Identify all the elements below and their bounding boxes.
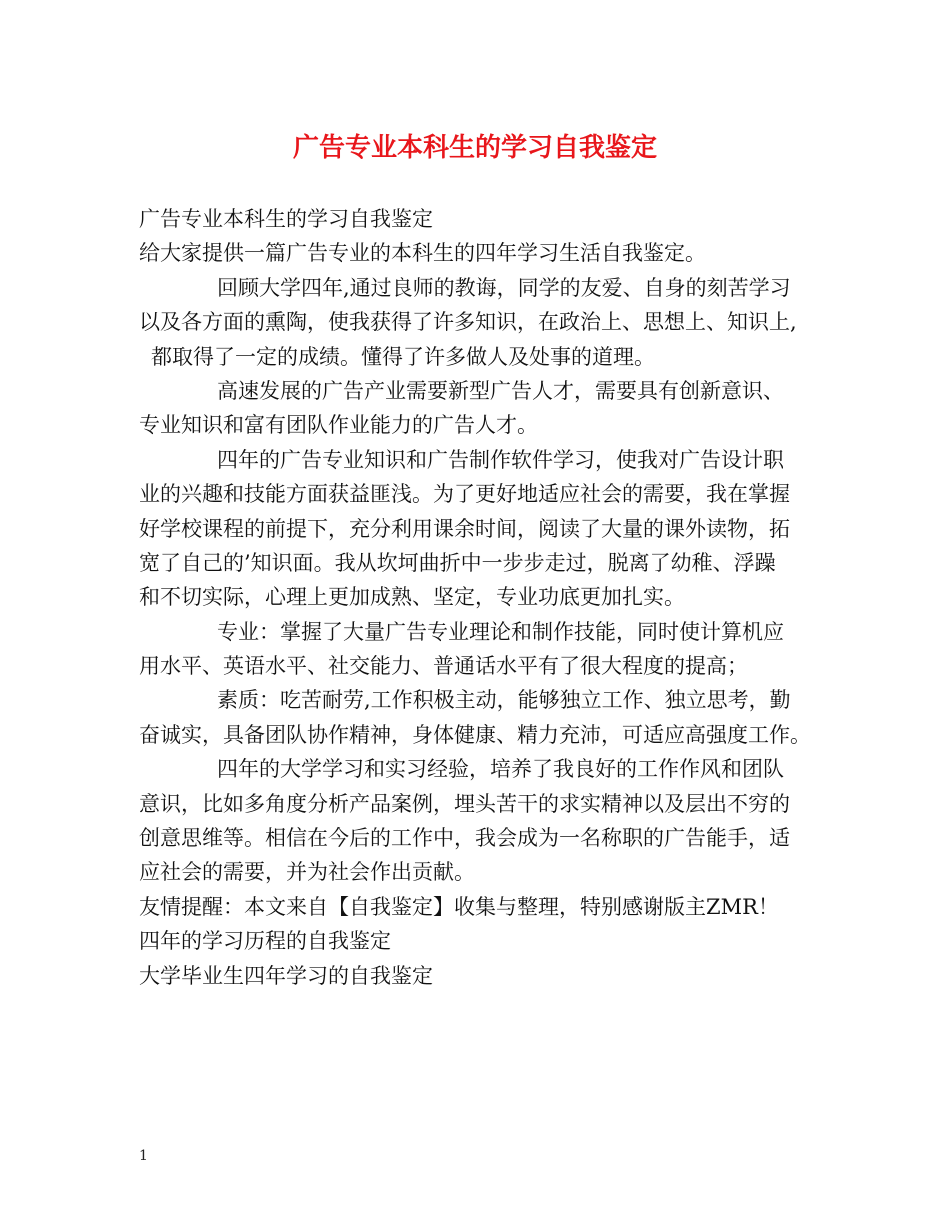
text-line: 奋诚实，具备团队协作精神，身体健康、精力充沛，可适应高强度工作。	[139, 722, 811, 747]
text-line: 广告专业本科生的学习自我鉴定	[139, 207, 433, 231]
page-number: 1	[139, 1148, 148, 1164]
paragraph-start: 素质：吃苦耐劳,工作积极主动，能够独立工作、独立思考，勤	[217, 688, 791, 713]
text-line: 用水平、英语水平、社交能力、普通话水平有了很大程度的提高；	[139, 654, 748, 679]
related-link-text: 四年的学习历程的自我鉴定	[139, 929, 391, 954]
related-link-text: 大学毕业生四年学习的自我鉴定	[139, 963, 433, 988]
text-line: 业的兴趣和技能方面获益匪浅。为了更好地适应社会的需要，我在掌握	[139, 482, 790, 507]
paragraph-start: 专业：掌握了大量广告专业理论和制作技能，同时使计算机应	[217, 619, 784, 644]
text-line: 专业知识和富有团队作业能力的广告人才。	[139, 413, 538, 438]
paragraph-start: 回顾大学四年,通过良师的教诲，同学的友爱、自身的刻苦学习	[217, 275, 791, 300]
text-line: 好学校课程的前提下，充分利用课余时间，阅读了大量的课外读物，拓	[139, 516, 790, 541]
text-line: 以及各方面的熏陶，使我获得了许多知识，在政治上、思想上、知识上,	[139, 310, 797, 335]
document-title: 广告专业本科生的学习自我鉴定	[292, 133, 657, 163]
text-line: 给大家提供一篇广告专业的本科生的四年学习生活自我鉴定。	[139, 241, 706, 266]
text-line: 意识，比如多角度分析产品案例，埋头苦干的求实精神以及层出不穷的	[139, 791, 790, 816]
text-line: 宽了自己的’知识面。我从坎坷曲折中一步步走过，脱离了幼稚、浮躁	[139, 550, 776, 575]
paragraph-start: 四年的广告专业知识和广告制作软件学习，使我对广告设计职	[217, 447, 784, 472]
document-body	[139, 202, 829, 993]
text-line: 和不切实际，心理上更加成熟、坚定，专业功底更加扎实。	[139, 585, 685, 610]
paragraph-start: 四年的大学学习和实习经验，培养了我良好的工作作风和团队	[217, 757, 784, 782]
text-line: 应社会的需要，并为社会作出贡献。	[139, 860, 475, 885]
text-line: 都取得了一定的成绩。懂得了许多做人及处事的道理。	[151, 344, 655, 369]
paragraph-start: 高速发展的广告产业需要新型广告人才，需要具有创新意识、	[217, 378, 784, 403]
text-line: 创意思维等。相信在今后的工作中，我会成为一名称职的广告能手，适	[139, 826, 790, 851]
text-line: 友情提醒：本文来自【自我鉴定】收集与整理，特别感谢版主ZMR！	[139, 894, 779, 919]
